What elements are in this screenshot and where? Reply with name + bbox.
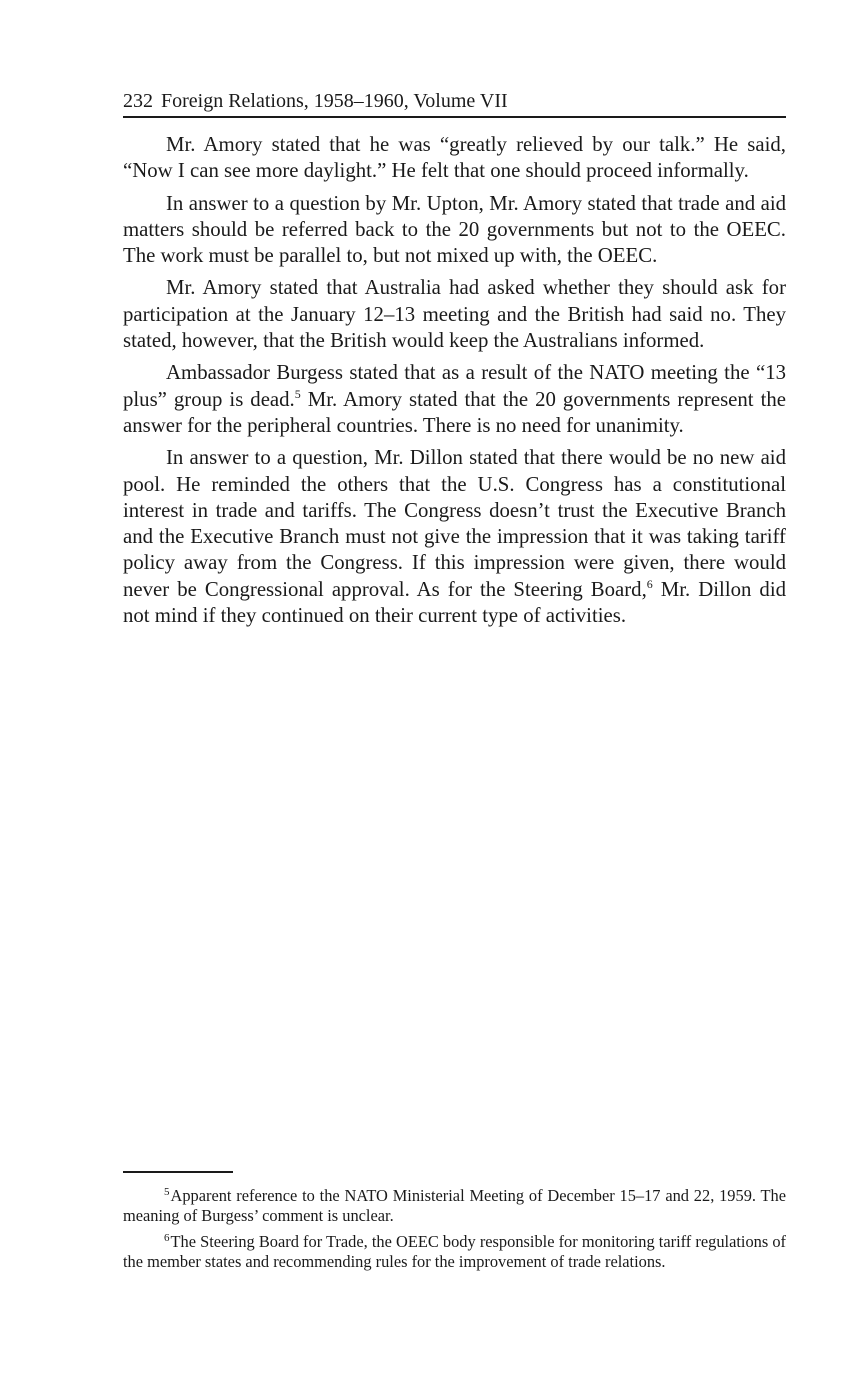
footnote-5-text: Apparent reference to the NATO Ministerial Meeting of December 15–17 and 22, 1959. The meaning of Burgess’ comment is unclear.: [123, 1186, 786, 1225]
footnotes: [123, 1186, 786, 1278]
footnote-6: [123, 1232, 786, 1272]
footnote-6-number: 6: [164, 1231, 170, 1244]
footnote-6-text: The Steering Board for Trade, the OEEC body responsible for monitoring tariff regulations of the member states and recommending rules for the improvement of trade relations.: [123, 1232, 786, 1271]
footnote-ref-5[interactable]: 5: [294, 386, 301, 401]
footnote-divider: [123, 1171, 233, 1173]
body-text: [123, 132, 786, 629]
paragraph-4-text-b: Mr. Amory stated that the 20 governments represent the answer for the peripheral countries. There is no need for unanimity.: [123, 387, 786, 437]
running-head: [123, 88, 786, 118]
paragraph-5-text-a: In answer to a question, Mr. Dillon stated that there would be no new aid pool. He reminded the others that the U.S. Congress has a constitutional interest in trade and tariffs. The Congress doesn’t trust the Executive Branch and the Executive Branch must not give the impression that it was taking tariff policy away from the Congress. If this impression were given, there would never be Congressional approval. As for the Steering Board,: [123, 446, 786, 601]
paragraph-2: In answer to a question by Mr. Upton, Mr. Amory stated that trade and aid matters should be referred back to the 20 governments but not to the OEEC. The work must be parallel to, but not mixed up with, the OEEC.: [123, 191, 786, 268]
paragraph-5: [123, 445, 786, 629]
paragraph-4-text-a: Ambassador Burgess stated that as a result of the NATO meeting the “13 plus” group is dead.: [123, 361, 786, 411]
paragraph-1: Mr. Amory stated that he was “greatly relieved by our talk.” He said, “Now I can see more daylight.” He felt that one should proceed informally.: [123, 133, 786, 183]
footnote-5: [123, 1186, 786, 1226]
running-title: Foreign Relations, 1958–1960, Volume VII: [161, 90, 508, 112]
footnote-ref-6[interactable]: 6: [646, 576, 653, 591]
page-number: 232: [123, 90, 153, 112]
footnote-5-number: 5: [164, 1185, 170, 1198]
paragraph-4: [123, 360, 786, 439]
page: [123, 88, 786, 635]
paragraph-5-text-b: Mr. Dillon did not mind if they continued on their current type of activities.: [123, 577, 786, 628]
paragraph-3: Mr. Amory stated that Australia had asked whether they should ask for participation at the January 12–13 meeting and the British had said no. They stated, however, that the British would keep the Australians informed.: [123, 276, 786, 353]
